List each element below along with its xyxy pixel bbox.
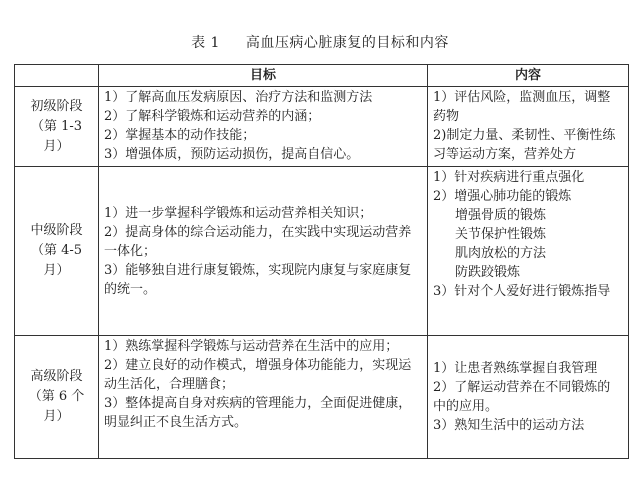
content-item: 3）针对个人爱好进行锻炼指导: [433, 284, 611, 299]
content-subitem: 关节保护性锻炼: [455, 227, 547, 242]
content-cell: [428, 336, 629, 459]
table-title: 高血压病心脏康复的目标和内容: [245, 35, 449, 51]
goal-item: 1）进一步掌握科学锻炼和运动营养相关知识；: [104, 205, 373, 221]
goals-cell: [99, 336, 428, 459]
stage-cell: [15, 87, 99, 167]
goal-item: 1）熟练掌握科学锻炼与运动营养在生活中的应用；: [104, 339, 399, 354]
goals-cell: [99, 167, 428, 336]
goal-item: 3）整体提高自身对疾病的管理能力，全面促进健康，明显纠正不良生活方式。: [104, 396, 412, 430]
header-stage: [15, 65, 99, 87]
goal-item: 2）建立良好的动作模式，增强身体功能能力，实现运动生活化，合理膳食；: [104, 358, 412, 392]
stage-period: （第 1-3 月）: [30, 118, 83, 154]
stage-period: （第 4-5 月）: [30, 243, 83, 278]
goal-item: 2）掌握基本的动作技能；: [104, 128, 256, 143]
table-row-intermediate: [15, 167, 629, 336]
goal-item: 1）了解高血压发病原因、治疗方法和监测方法: [104, 90, 373, 105]
content-item: 2）了解运动营养在不同锻炼的中的应用。: [433, 380, 611, 414]
goal-item: 2）提高身体的综合运动能力，在实践中实现运动营养一体化；: [104, 224, 412, 259]
stage-name: 高级阶段: [30, 369, 83, 384]
goal-item: 2）了解科学锻炼和运动营养的内涵；: [104, 109, 321, 124]
stage-name: 初级阶段: [30, 98, 83, 114]
header-goals: 目标: [99, 65, 428, 87]
header-content: 内容: [428, 65, 629, 87]
goal-item: 3）增强体质，预防运动损伤，提高自信心。: [104, 147, 360, 162]
header-row: [15, 65, 629, 87]
table-row-advanced: [15, 336, 629, 459]
content-item: 2）增强心肺功能的锻炼: [433, 189, 572, 204]
stage-name: 中级阶段: [30, 223, 83, 238]
content-item: 1）让患者熟练掌握自我管理: [433, 361, 598, 376]
goal-item: 3）能够独自进行康复锻炼，实现院内康复与家庭康复的统一。: [104, 262, 412, 297]
content-cell: [428, 87, 629, 167]
content-subitem: 肌肉放松的方法: [455, 246, 547, 261]
table-caption: [0, 32, 640, 52]
content-item: 3）熟知生活中的运动方法: [433, 418, 585, 433]
content-item: 1）评估风险，监测血压，调整药物: [433, 90, 611, 124]
table-row-primary: [15, 87, 629, 167]
stage-cell: [15, 336, 99, 459]
content-item: 1）针对疾病进行重点强化: [433, 170, 585, 185]
content-subitem: 增强骨质的锻炼: [455, 208, 547, 223]
content-subitem: 防跌跤锻炼: [455, 265, 521, 280]
stage-cell: [15, 167, 99, 336]
goals-cell: [99, 87, 428, 167]
table-number: 表 1: [191, 35, 220, 51]
content-item: 2)制定力量、柔韧性、平衡性练习等运动方案，营养处方: [433, 128, 616, 162]
rehab-goals-table: [14, 64, 629, 459]
stage-period: （第 6 个月）: [28, 389, 85, 424]
content-cell: [428, 167, 629, 336]
